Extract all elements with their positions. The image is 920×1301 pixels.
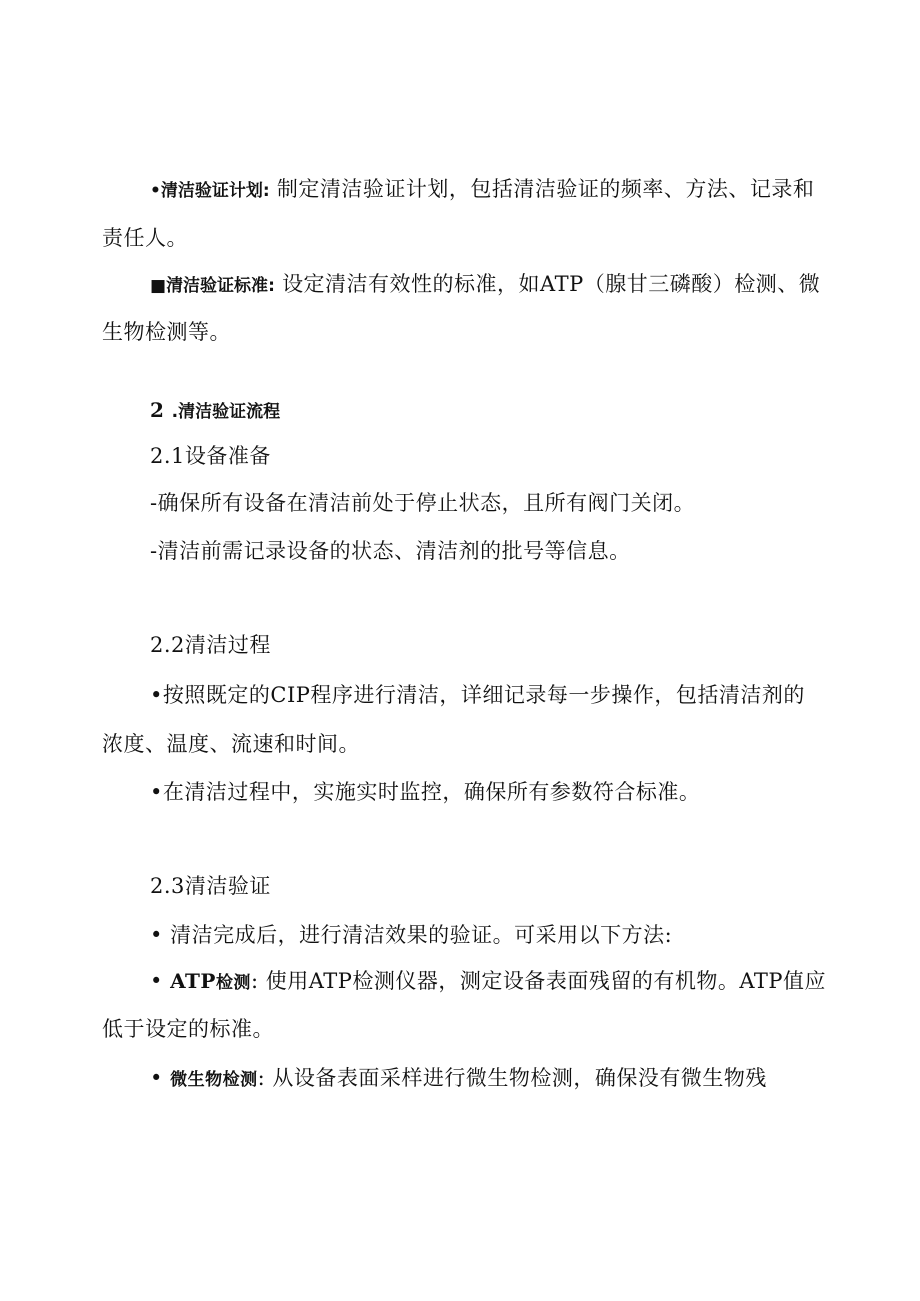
atp-label-b: 检测: [215, 973, 251, 993]
intro-bullet: •: [150, 923, 163, 947]
sub-2-2-item-1-line-2: [102, 729, 360, 759]
sub-2-1-item-2-text: -清洁前需记录设备的状态、清洁剂的批号等信息。: [150, 539, 631, 563]
micro-bullet: •: [150, 1066, 163, 1090]
micro-line: [150, 1063, 767, 1095]
atp-line-2: [102, 1014, 274, 1044]
standard-text-1: 设定清洁有效性的标准，如ATP（腺甘三磷酸）检测、微: [282, 272, 821, 296]
sub-2-1-item-1-text: -确保所有设备在清洁前处于停止状态，且所有阀门关闭。: [150, 491, 696, 515]
atp-text-2: 低于设定的标准。: [102, 1017, 274, 1041]
atp-bullet: •: [150, 969, 163, 993]
standard-colon: :: [268, 276, 275, 296]
plan-colon: :: [262, 181, 270, 201]
micro-text: : 从设备表面采样进行微生物检测，确保没有微生物残: [257, 1066, 767, 1090]
standard-line-1: [150, 269, 820, 301]
heading-2: [150, 395, 280, 427]
atp-text-1: : 使用ATP检测仪器，测定设备表面残留的有机物。ATP值应: [250, 969, 826, 993]
sub-2-3-intro: [150, 920, 672, 950]
sub-2-1-title: [150, 441, 271, 471]
intro-text: 清洁完成后，进行清洁效果的验证。可采用以下方法:: [170, 923, 673, 947]
sub-2-2-title-text: 2.2清洁过程: [150, 633, 271, 657]
atp-label-a: ATP: [170, 969, 216, 993]
sub-2-1-item-1: [150, 488, 695, 518]
heading-2-number: 2: [150, 398, 165, 422]
standard-text-2: 生物检测等。: [102, 320, 231, 344]
sub-2-3-title-text: 2.3清洁验证: [150, 874, 271, 898]
sub-2-3-title: [150, 871, 271, 901]
plan-bullet: •: [150, 181, 161, 201]
sub-2-2-item-2-text: •在清洁过程中，实施实时监控，确保所有参数符合标准。: [150, 780, 701, 804]
sub-2-2-item-1-text-1: •按照既定的CIP程序进行清洁，详细记录每一步操作，包括清洁剂的: [150, 683, 805, 707]
micro-label: 微生物检测: [170, 1070, 258, 1090]
heading-2-title: .清洁验证流程: [171, 402, 281, 422]
atp-line-1: [150, 966, 826, 998]
sub-2-2-title: [150, 630, 271, 660]
plan-label: 清洁验证计划: [160, 181, 263, 201]
sub-2-1-title-text: 2.1设备准备: [150, 444, 271, 468]
standard-line-2: [102, 317, 231, 347]
sub-2-1-item-2: [150, 536, 631, 566]
sub-2-2-item-1-line-1: [150, 680, 805, 710]
standard-label: 清洁验证标准: [166, 276, 269, 296]
standard-bullet: ■: [150, 276, 167, 296]
sub-2-2-item-2: [150, 777, 700, 807]
plan-line-2: [102, 223, 188, 253]
plan-text-2: 责任人。: [102, 226, 188, 250]
sub-2-2-item-1-text-2: 浓度、温度、流速和时间。: [102, 732, 360, 756]
plan-text-1: 制定清洁验证计划，包括清洁验证的频率、方法、记录和: [276, 177, 815, 201]
plan-line-1: [150, 174, 814, 206]
